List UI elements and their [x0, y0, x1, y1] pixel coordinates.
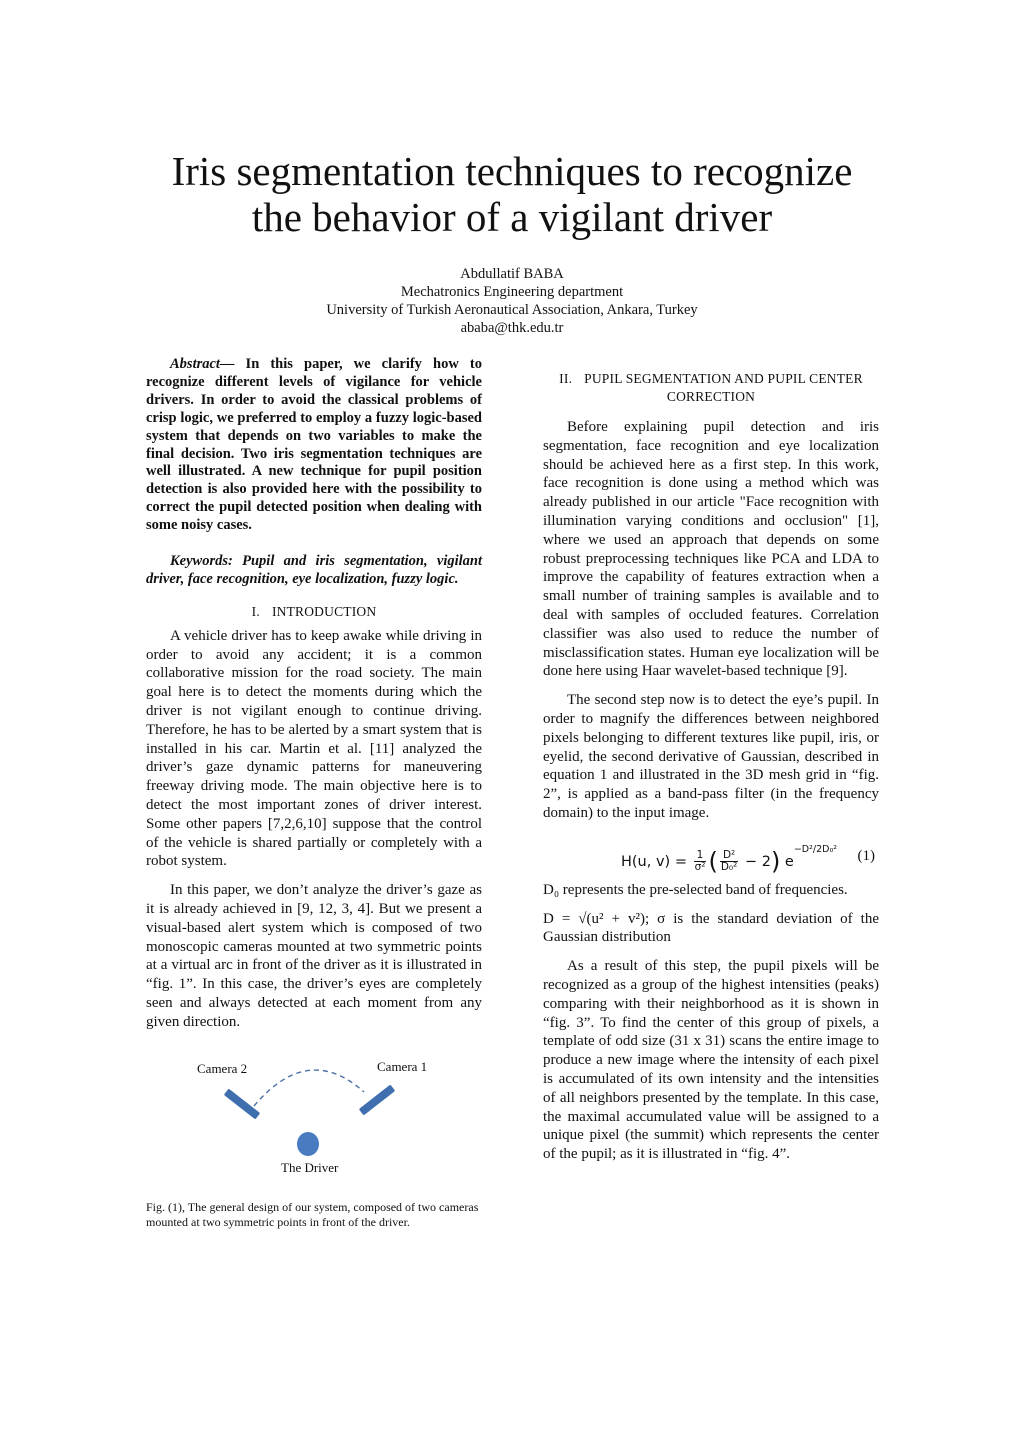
section-2-heading	[543, 370, 879, 406]
section-1-title: INTRODUCTION	[271, 603, 377, 619]
fraction-1-numerator: 1	[694, 850, 707, 862]
section-1-number: I.	[251, 603, 260, 619]
author-name: Abdullatif BABA	[460, 266, 564, 282]
section-2-number: II.	[559, 371, 573, 386]
author-department: Mechatronics Engineering department	[400, 284, 624, 300]
paper-title	[100, 148, 924, 240]
camera-2-label: Camera 2	[197, 1060, 248, 1076]
equation-lhs: H(u, v) =	[621, 853, 692, 870]
section-2-title-line-1: PUPIL SEGMENTATION AND PUPIL CENTER	[584, 371, 863, 386]
equation-fraction-1	[694, 850, 707, 873]
right-column	[543, 370, 879, 1164]
abstract-label: Abstract—	[170, 356, 235, 372]
camera-1-label: Camera 1	[377, 1058, 428, 1074]
driver-icon	[297, 1132, 319, 1156]
author-email: ababa@thk.edu.tr	[460, 320, 564, 336]
author-block	[200, 265, 824, 337]
section-2-paragraph-1: Before explaining pupil detection and iris segmentation, face recognition and eye localization should be achieved here as a first step. In this work, face recognition is done using a method which was already published in our article "Face recognition with illumination varying conditions and occlusion" [1], where we used an approach that depends on some robust preprocessing techniques like PCA and LDA to improve the capability of features extraction when a small number of training samples is available and to deal with samples of occluded features. Correlation classifier was also used to reduce the number of misclassification states. Human eye localization will be done here using Haar wavelet-based technique [9].	[543, 419, 879, 680]
d0-definition: D₀ represents the pre-selected band of frequencies.	[543, 881, 848, 898]
left-column	[146, 356, 482, 1231]
fraction-2-numerator: D²	[720, 850, 739, 862]
title-line-2: the behavior of a vigilant driver	[251, 194, 773, 240]
abstract	[146, 356, 482, 535]
camera-2-icon	[224, 1088, 260, 1119]
section-2-title-line-2: CORRECTION	[666, 389, 756, 404]
equation-exponent: −D²/2D₀²	[793, 843, 838, 855]
fraction-1-denominator: σ²	[694, 861, 706, 874]
d-definition: D = √(u² + v²); σ is the standard deviation of the Gaussian distribution	[543, 910, 879, 946]
section-1-heading	[146, 603, 482, 621]
equation-fraction-2	[720, 850, 739, 873]
title-line-1: Iris segmentation techniques to recognize	[171, 148, 853, 194]
figure-1	[146, 1044, 482, 1182]
driver-label: The Driver	[281, 1159, 339, 1175]
section-2-paragraph-2: The second step now is to detect the eye’s pupil. In order to magnify the differences between neighbored pixels belonging to different textures like pupil, iris, or eyelid, the second derivative of Gaussian, described in equation 1 and illustrated in the 3D mesh grid in “fig. 2”, is applied as a band-pass filter (in the frequency domain) to the input image.	[543, 692, 879, 821]
equation-minus-two: − 2	[740, 853, 771, 870]
intro-paragraph-2: In this paper, we don’t analyze the driver’s gaze as it is already achieved in [9, 12, 3, 4]. But we present a visual-based alert system which is composed of two monoscopic cameras mounted at two symmetric points at a virtual arc in front of the driver as it is illustrated in “fig. 1”. In this case, the driver’s eyes are completely seen and always detected at each moment from any given direction.	[146, 882, 482, 1030]
abstract-text: In this paper, we clarify how to recognize different levels of vigilance for vehicle drivers. In order to avoid the classical problems of crisp logic, we preferred to employ a fuzzy logic-based system that depends on two variables to make the final decision. Two iris segmentation techniques are well illustrated. A new technique for pupil position detection is also provided here with the possibility to correct the pupil detected position when dealing with some noisy cases.	[146, 356, 482, 534]
figure-1-caption: Fig. (1), The general design of our system, composed of two cameras mounted at two symmetric points in front of the driver.	[146, 1199, 479, 1230]
equation-number: (1)	[857, 847, 875, 864]
equation-1	[543, 829, 879, 876]
equation-e: e	[780, 853, 794, 870]
section-2-paragraph-3: As a result of this step, the pupil pixels will be recognized as a group of the highest intensities (peaks) comparing with their neighborhood as it is shown in “fig. 3”. To find the center of this group of pixels, a template of odd size (31 x 31) scans the entire image to produce a new image where the intensity of each pixel is accumulated of its own intensity and the intensities of all neighbors presented by the template. In this case, the maximal accumulated value will be assigned to a unique pixel (the summit) which represents the center of the pupil; as it is illustrated in “fig. 4”.	[543, 958, 879, 1163]
fraction-2-denominator: D₀²	[720, 861, 738, 874]
author-institution: University of Turkish Aeronautical Association, Ankara, Turkey	[326, 302, 698, 318]
camera-arc	[254, 1070, 364, 1106]
keywords: Keywords: Pupil and iris segmentation, vigilant driver, face recognition, eye localization, fuzzy logic.	[146, 553, 482, 587]
intro-paragraph-1: A vehicle driver has to keep awake while driving in order to avoid any accident; it is a common collaborative mission for the road society. The main goal here is to detect the moments during which the driver is not vigilant enough to continue driving. Therefore, he has to be alerted by a smart system that is installed in his car. Martin et al. [11] analyzed the driver’s gaze dynamic patterns for maneuvering freeway driving mode. The main objective here is to detect the most important zones of driver interest. Some other papers [7,2,6,10] suppose that the control of the vehicle is shared partially or completely with a robot system.	[146, 627, 482, 870]
camera-1-icon	[359, 1084, 395, 1115]
equation-1-body: H(u, v) = $\frac{1}{\text{σ²}}$ ( $\frac{\text{D²}}{\text{D₀²}}$ − 2) $e^{-D^2/2D_0^2}$	[621, 843, 838, 876]
